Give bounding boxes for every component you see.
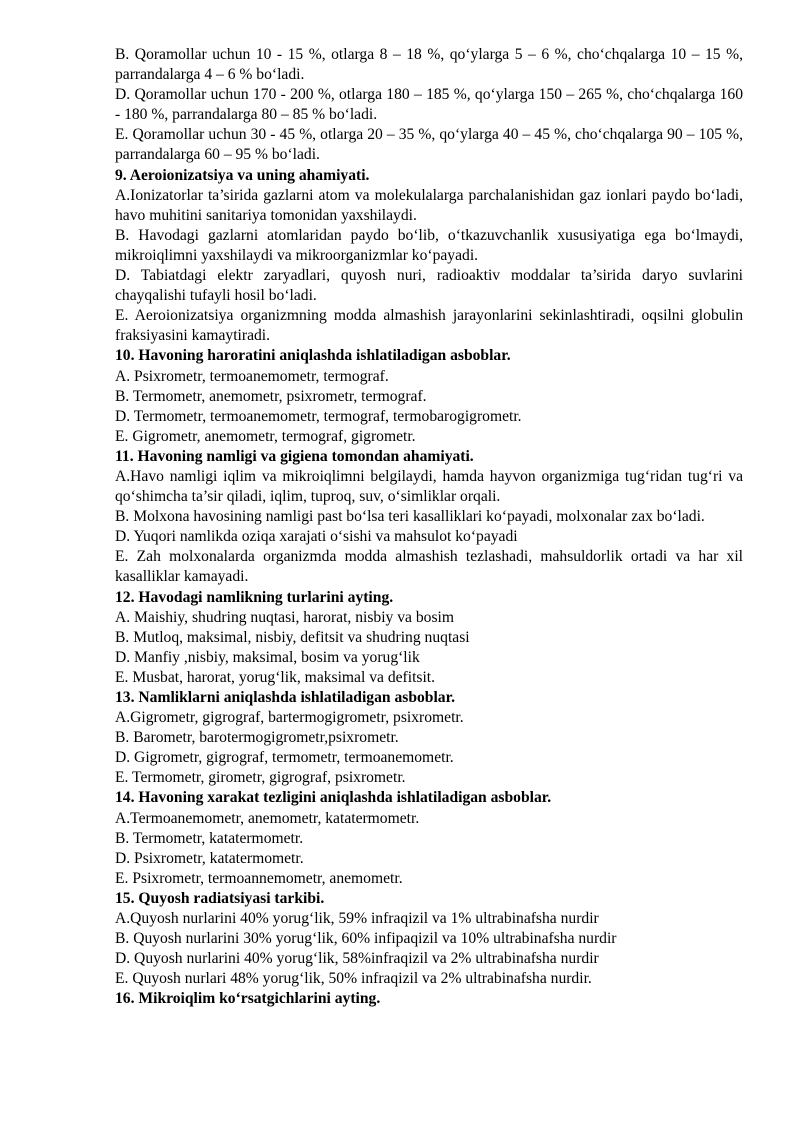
answer-option-9b: B. Havodagi gazlarni atomlaridan paydo bo‘lib, o‘tkazuvchanlik xususiyatiga ega bo‘lmaydi, mikroiqlimni yaxshilaydi va mikroorganizmlar ko‘payadi. <box>115 226 743 264</box>
answer-option-15e: E. Quyosh nurlari 48% yorug‘lik, 50% infraqizil va 2% ultrabinafsha nurdir. <box>115 970 592 988</box>
question-9-heading: 9. Aeroionizatsiya va uning ahamiyati. <box>115 166 370 184</box>
question-10-heading: 10. Havoning haroratini aniqlashda ishlatiladigan asboblar. <box>115 347 511 365</box>
answer-option-15b: B. Quyosh nurlarini 30% yorug‘lik, 60% infipaqizil va 10% ultrabinafsha nurdir <box>115 930 617 948</box>
question-16-heading: 16. Mikroiqlim ko‘rsatgichlarini ayting. <box>115 990 381 1008</box>
answer-option-9e: E. Aeroionizatsiya organizmning modda almashish jarayonlarini sekinlashtiradi, oqsilni globulin fraksiyasini kamaytiradi. <box>115 307 743 345</box>
answer-option-14a: A.Termoanemometr, anemometr, katatermometr. <box>115 809 420 827</box>
answer-option-10d: D. Termometr, termoanemometr, termograf, termobarogigrometr. <box>115 407 522 425</box>
answer-option-8b: B. Qoramollar uchun 10 - 15 %, otlarga 8 – 18 %, qo‘ylarga 5 – 6 %, cho‘chqalarga 10 – 15 %, parrandalarga 4 – 6 % bo‘ladi. <box>115 46 743 84</box>
answer-option-10a: A. Psixrometr, termoanemometr, termograf. <box>115 367 389 385</box>
question-14-heading: 14. Havoning xarakat tezligini aniqlashda ishlatiladigan asboblar. <box>115 789 552 807</box>
answer-option-14b: B. Termometr, katatermometr. <box>115 829 304 847</box>
answer-option-8e: E. Qoramollar uchun 30 - 45 %, otlarga 20 – 35 %, qo‘ylarga 40 – 45 %, cho‘chqalarga 90 – 105 %, parrandalarga 60 – 95 % bo‘ladi. <box>115 126 743 164</box>
answer-option-10e: E. Gigrometr, anemometr, termograf, gigrometr. <box>115 427 416 445</box>
answer-option-14e: E. Psixrometr, termoannemometr, anemometr. <box>115 869 403 887</box>
answer-option-13a: A.Gigrometr, gigrograf, bartermogigrometr, psixrometr. <box>115 709 464 727</box>
answer-option-8d: D. Qoramollar uchun 170 - 200 %, otlarga 180 – 185 %, qo‘ylarga 150 – 265 %, cho‘chqalarga 160 - 180 %, parrandalarga 80 – 85 % bo‘ladi. <box>115 86 743 124</box>
answer-option-15d: D. Quyosh nurlarini 40% yorug‘lik, 58%infraqizil va 2% ultrabinafsha nurdir <box>115 950 599 968</box>
answer-option-13e: E. Termometr, girometr, gigrograf, psixrometr. <box>115 769 406 787</box>
question-11-heading: 11. Havoning namligi va gigiena tomondan ahamiyati. <box>115 447 474 465</box>
answer-option-11b: B. Molxona havosining namligi past bo‘lsa teri kasalliklari ko‘payadi, molxonalar zax bo‘ladi. <box>115 508 705 526</box>
answer-option-13d: D. Gigrometr, gigrograf, termometr, termoanemometr. <box>115 749 454 767</box>
answer-option-14d: D. Psixrometr, katatermometr. <box>115 849 304 867</box>
answer-option-11a: A.Havo namligi iqlim va mikroiqlimni belgilaydi, hamda hayvon organizmiga tug‘ridan tug‘ri va qo‘shimcha ta’sir qiladi, iqlim, tuproq, suv, o‘simliklar orqali. <box>115 467 743 506</box>
document-page <box>115 45 743 1010</box>
answer-option-13b: B. Barometr, barotermogigrometr,psixrometr. <box>115 729 399 747</box>
answer-option-10b: B. Termometr, anemometr, psixrometr, termograf. <box>115 387 427 405</box>
answer-option-9d: D. Tabiatdagi elektr zaryadlari, quyosh nuri, radioaktiv moddalar ta’sirida daryo suvlarini chayqalishi tufayli hosil bo‘ladi. <box>115 267 743 305</box>
question-15-heading: 15. Quyosh radiatsiyasi tarkibi. <box>115 889 325 907</box>
answer-option-11d: D. Yuqori namlikda oziqa xarajati o‘sishi va mahsulot ko‘payadi <box>115 528 518 546</box>
answer-option-12a: A. Maishiy, shudring nuqtasi, harorat, nisbiy va bosim <box>115 608 454 626</box>
answer-option-12e: E. Musbat, harorat, yorug‘lik, maksimal va defitsit. <box>115 668 436 686</box>
answer-option-15a: A.Quyosh nurlarini 40% yorug‘lik, 59% infraqizil va 1% ultrabinafsha nurdir <box>115 910 599 928</box>
answer-option-9a: A.Ionizatorlar ta’sirida gazlarni atom va molekulalarga parchalanishidan gaz ionlari paydo bo‘ladi, havo muhitini sanitariya tomonidan yaxshilaydi. <box>115 186 743 224</box>
question-13-heading: 13. Namliklarni aniqlashda ishlatiladigan asboblar. <box>115 689 455 706</box>
answer-option-12b: B. Mutloq, maksimal, nisbiy, defitsit va shudring nuqtasi <box>115 628 470 646</box>
answer-option-11e: E. Zah molxonalarda organizmda modda almashish tezlashadi, mahsuldorlik ortadi va har xil kasalliklar kamayadi. <box>115 548 743 586</box>
answer-option-12d: D. Manfiy ,nisbiy, maksimal, bosim va yorug‘lik <box>115 648 420 666</box>
question-12-heading: 12. Havodagi namlikning turlarini ayting. <box>115 588 394 606</box>
